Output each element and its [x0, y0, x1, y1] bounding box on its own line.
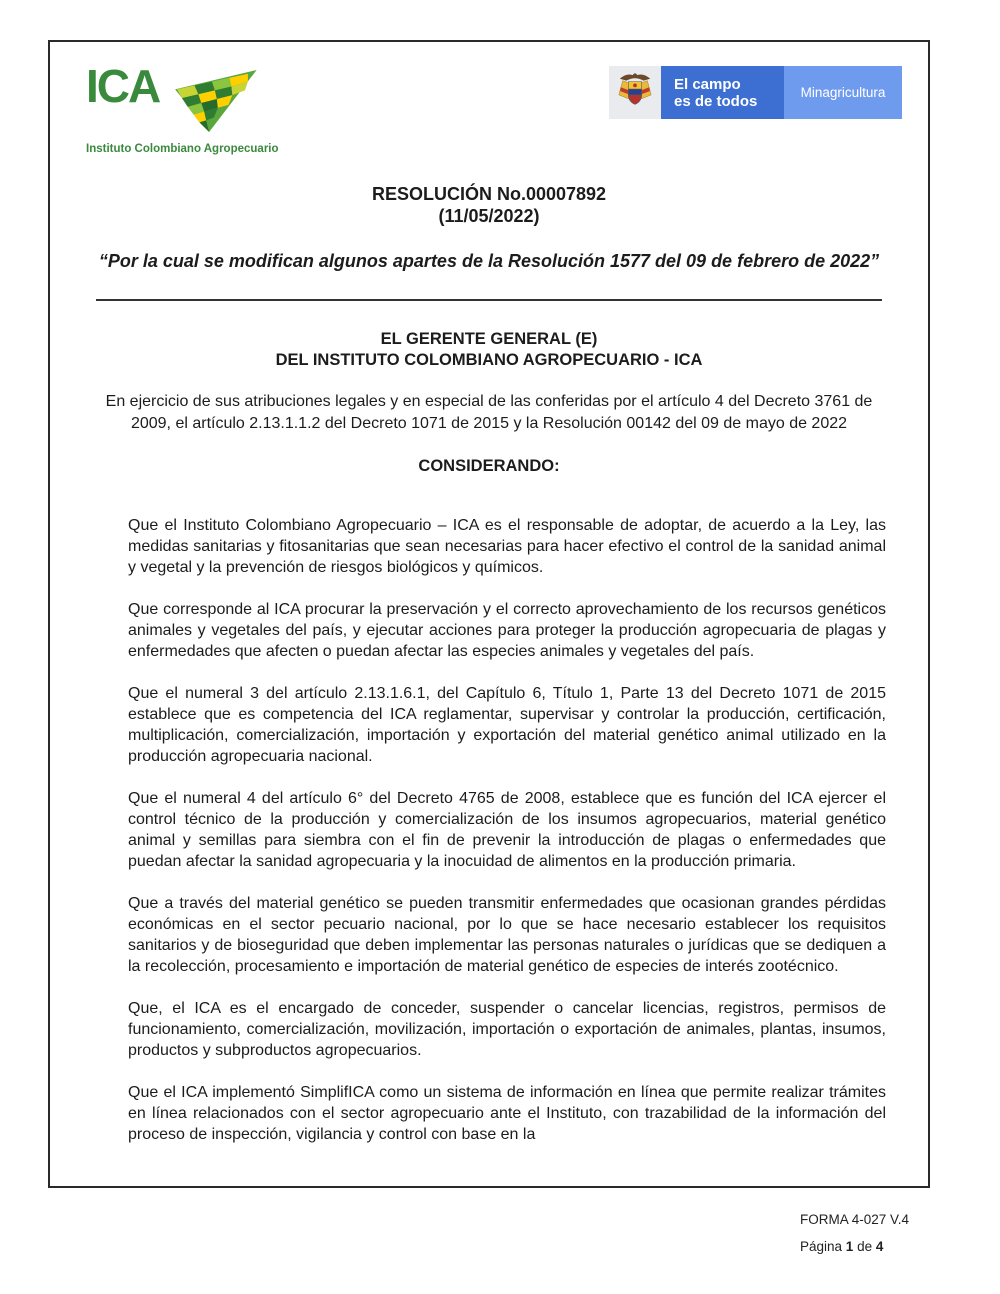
page-total: 4: [875, 1239, 884, 1254]
pagina-prefix: Página: [800, 1239, 846, 1254]
ica-logo: [86, 60, 286, 155]
resolution-subject: “Por la cual se modifican algunos apartes de la Resolución 1577 del 09 de febrero de 2022”: [98, 251, 880, 271]
authority-line2: DEL INSTITUTO COLOMBIANO AGROPECUARIO - ICA: [275, 351, 703, 369]
resolution-date: (11/05/2022): [438, 206, 540, 226]
authority-heading: [50, 329, 928, 371]
authority-line1: EL GERENTE GENERAL (E): [380, 330, 598, 348]
gov-slogan-line1: El campo: [674, 75, 741, 93]
page-number: 1: [845, 1239, 854, 1254]
gov-slogan: [661, 66, 784, 119]
title-divider: [96, 299, 882, 301]
colombia-coat-of-arms-icon: [609, 66, 661, 119]
header: [50, 42, 928, 155]
resolution-title: RESOLUCIÓN No.00007892: [371, 184, 607, 204]
body-paragraph: Que corresponde al ICA procurar la preservación y el correcto aprovechamiento de los recursos genéticos animales y vegetales del país, y ejecutar acciones para proteger la producción agropecuaria de plagas y enfermedades que afecten o puedan afectar las especies animales y vegetales del país.: [128, 601, 886, 660]
body-paragraph: Que, el ICA es el encargado de conceder, suspender o cancelar licencias, registros, permisos de funcionamiento, comercialización, movilización, importación o exportación de animales, plantas, insumos, productos y subproductos agropecuarios.: [128, 1000, 886, 1059]
forma-label: FORMA 4-027 V.4: [800, 1212, 910, 1227]
page-border: [48, 40, 930, 1188]
ica-pennant-icon: [163, 68, 261, 139]
body-paragraph: Que el numeral 4 del artículo 6° del Decreto 4765 de 2008, establece que es función del ICA ejercer el control técnico de la producción y comercialización de los insumos agropecuarios, material genético animal y semillas para siembra con el fin de prevenir la introducción de plagas o enfermedades que puedan afectar la sanidad agropecuaria y la inocuidad de alimentos en la producción primaria.: [128, 790, 886, 870]
body-paragraph: Que a través del material genético se pueden transmitir enfermedades que ocasionan grandes pérdidas económicas en el sector pecuario nacional, por lo que se hace necesario establecer los requisitos sanitarios y de bioseguridad que deben implementar las personas naturales o jurídicas que se dediquen a la recolección, procesamiento e importación de material genético de especies de interés zootécnico.: [128, 895, 886, 975]
page-indicator: [800, 1233, 909, 1260]
government-banner: [609, 66, 902, 119]
ica-tagline: Instituto Colombiano Agropecuario: [86, 143, 279, 155]
body-paragraph: Que el ICA implementó SimplifICA como un sistema de información en línea que permite realizar trámites en línea relacionados con el sector agropecuario ante el Instituto, con trazabilidad de la información del proceso de inspección, vigilancia y control con base en la: [128, 1084, 886, 1143]
body-paragraph: Que el Instituto Colombiano Agropecuario – ICA es el responsable de adoptar, de acuerdo a la Ley, las medidas sanitarias y fitosanitarias que sean necesarias para hacer efectivo el control de la sanidad animal y vegetal y la prevención de riesgos biológicos y químicos.: [128, 517, 886, 576]
gov-ministry-label: Minagricultura: [784, 66, 902, 119]
considerando-heading: CONSIDERANDO:: [418, 457, 560, 475]
gov-slogan-line2: es de todos: [674, 92, 758, 110]
pagina-middle: de: [853, 1239, 876, 1254]
body-paragraph: Que el numeral 3 del artículo 2.13.1.6.1, del Capítulo 6, Título 1, Parte 13 del Decreto 1071 de 2015 establece que es competencia del ICA reglamentar, supervisar y controlar la producción, certificación, multiplicación, comercialización, importación y exportación del material genético animal utilizado en la producción agropecuaria nacional.: [128, 685, 886, 765]
ica-acronym: ICA: [86, 60, 160, 112]
resolution-body: [128, 515, 886, 1145]
authority-preamble: En ejercicio de sus atribuciones legales y en especial de las conferidas por el artículo 4 del Decreto 3761 de 2009, el artículo 2.13.1.1.2 del Decreto 1071 de 2015 y la Resolución 00142 del 09 de mayo de 2022: [105, 393, 873, 432]
page-footer: [800, 1206, 909, 1260]
